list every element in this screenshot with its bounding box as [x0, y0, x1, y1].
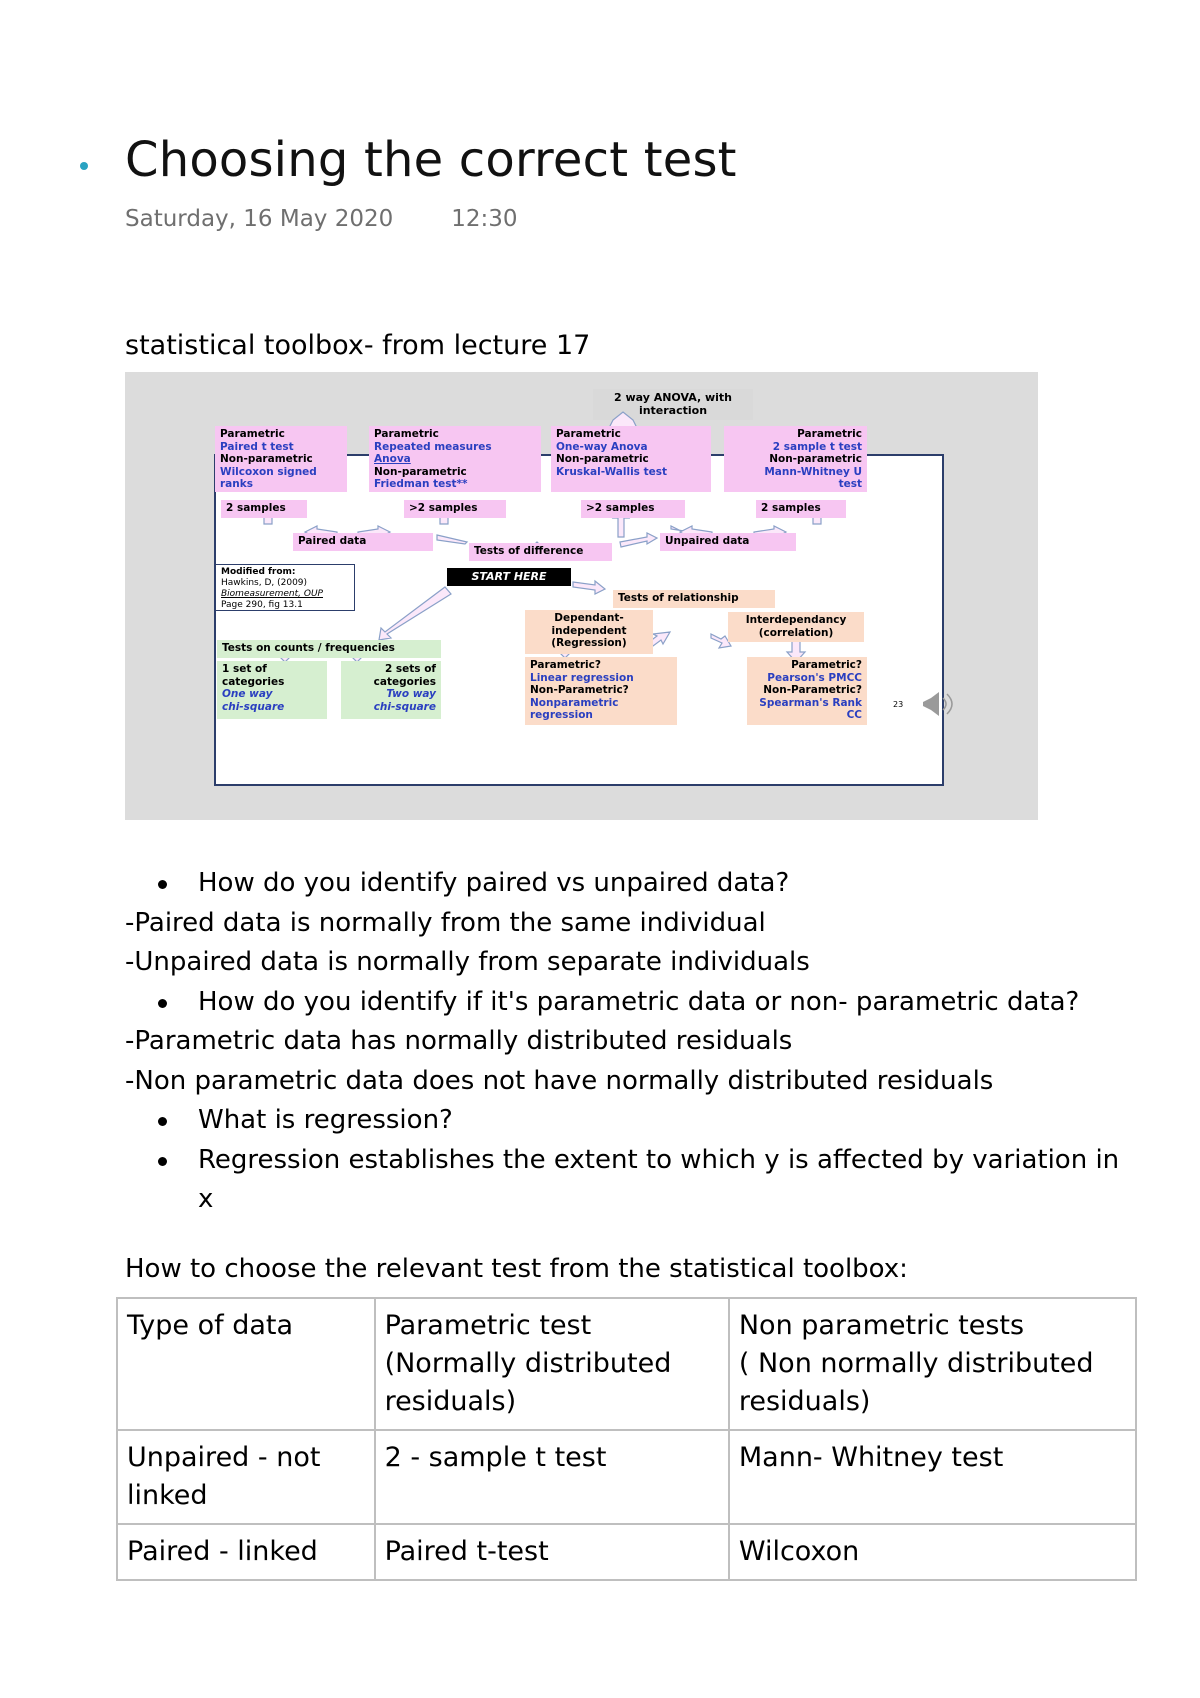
- slide-set1-line4: chi-square: [222, 700, 285, 713]
- page-time: 12:30: [451, 206, 518, 232]
- table-cell-type: Unpaired - not linked: [117, 1430, 375, 1524]
- slide-reg-line1: Parametric?: [530, 659, 601, 671]
- slide-box4-line3: Non-parametric: [769, 453, 862, 465]
- slide-set2-line3: Two way: [386, 688, 436, 700]
- page-title: Choosing the correct test: [125, 132, 737, 188]
- slide-dependant-line3: (Regression): [551, 637, 627, 649]
- slide-corr-line1: Parametric?: [791, 659, 862, 671]
- slide-citation-line2: Hawkins, D, (2009): [221, 578, 308, 588]
- slide-corr-line2: Pearson's PMCC: [767, 671, 862, 684]
- slide-reg-line3: Non-Parametric?: [530, 684, 629, 696]
- note-answer-parametric: -Parametric data has normally distributed residuals: [125, 1026, 793, 1056]
- slide-box2-line3: Anova: [374, 453, 411, 465]
- slide-set2-line1: 2 sets of: [384, 663, 436, 675]
- slide-reg-line5: regression: [530, 709, 593, 721]
- table-header-row: [117, 1298, 1136, 1430]
- slide-citation-line1: Modified from:: [221, 567, 296, 577]
- slide-paired-data-label: Paired data: [293, 533, 433, 551]
- table-header-type: Type of data: [117, 1298, 375, 1430]
- slide-box2-line4: Non-parametric: [374, 465, 467, 478]
- table-row: [117, 1524, 1136, 1580]
- slide-citation-line4: Page 290, fig 13.1: [221, 600, 303, 610]
- note-answer-nonparametric: -Non parametric data does not have normally distributed residuals: [125, 1065, 994, 1096]
- table-cell-nonparametric: Mann- Whitney test: [729, 1430, 1136, 1524]
- slide-box2-line2: Repeated measures: [374, 440, 492, 453]
- slide-number: 23: [893, 700, 904, 709]
- notes-section: [125, 864, 1125, 1220]
- slide-interdep-line2: (correlation): [758, 626, 834, 639]
- slide-box3-line3: Non-parametric: [556, 453, 649, 465]
- test-choice-table: [116, 1297, 1137, 1581]
- slide-samples-label-1: 2 samples: [221, 500, 307, 518]
- table-intro: How to choose the relevant test from the statistical toolbox:: [125, 1254, 908, 1284]
- slide-unpaired-data-label: Unpaired data: [660, 533, 796, 551]
- slide-tests-on-counts-label: Tests on counts / frequencies: [217, 640, 441, 658]
- note-question-paired: How do you identify paired vs unpaired data?: [125, 864, 1125, 904]
- slide-interdependancy-box: [728, 612, 864, 642]
- slide-box4-line2: 2 sample t test: [772, 440, 862, 453]
- slide-set1-line3: One way: [222, 688, 273, 700]
- table-cell-nonparametric: Wilcoxon: [729, 1524, 1136, 1580]
- slide-box2-line1: Parametric: [374, 428, 439, 440]
- slide-samples-label-2: >2 samples: [404, 500, 506, 518]
- slide-box3-line1: Parametric: [556, 428, 621, 440]
- slide-box2-line5: Friedman test**: [374, 478, 468, 490]
- slide-box4-line4: Mann-Whitney U: [764, 465, 862, 478]
- slide-box1-line1: Parametric: [220, 428, 285, 440]
- slide-unpaired-two-samples-box: [724, 426, 867, 492]
- slide-dependant-box: [525, 610, 653, 654]
- slide-paired-two-samples-box: [215, 426, 347, 492]
- slide-box3-line4: Kruskal-Wallis test: [556, 465, 667, 478]
- slide-tests-of-difference-label: Tests of difference: [469, 543, 612, 561]
- slide-interdep-line1: Interdependancy: [745, 614, 847, 626]
- page-date: Saturday, 16 May 2020: [125, 206, 394, 232]
- intro-text: statistical toolbox- from lecture 17: [125, 330, 591, 361]
- slide-reg-line2: Linear regression: [530, 671, 634, 684]
- slide-start-here-label: START HERE: [447, 568, 571, 586]
- slide-set2-line4: chi-square: [373, 700, 436, 713]
- slide-paired-multi-samples-box: [369, 426, 541, 492]
- slide-box1-line5: ranks: [220, 478, 253, 490]
- slide-box4-line1: Parametric: [797, 428, 862, 440]
- slide-regression-box: [525, 657, 677, 725]
- table-cell-parametric: 2 - sample t test: [375, 1430, 729, 1524]
- slide-citation-box: [215, 564, 355, 611]
- note-question-parametric: How do you identify if it's parametric data or non- parametric data?: [125, 983, 1125, 1023]
- slide-dependant-line1: Dependant-: [554, 612, 624, 624]
- slide-one-set-box: [217, 661, 327, 719]
- slide-set1-line2: categories: [222, 675, 285, 688]
- table-cell-parametric: Paired t-test: [375, 1524, 729, 1580]
- note-answer-paired: -Paired data is normally from the same individual: [125, 907, 766, 938]
- slide-tests-of-relationship-label: Tests of relationship: [613, 590, 775, 608]
- slide-box1-line4: Wilcoxon signed: [220, 465, 317, 478]
- slide-set2-line2: categories: [373, 675, 436, 688]
- slide-citation-line3: Biomeasurement, OUP: [221, 589, 323, 599]
- toolbox-slide-image: [125, 372, 1038, 820]
- slide-correlation-box: [747, 657, 867, 725]
- slide-corr-line3: Non-Parametric?: [763, 684, 862, 696]
- slide-box1-line2: Paired t test: [220, 440, 294, 453]
- slide-box1-line3: Non-parametric: [220, 453, 313, 465]
- slide-two-sets-box: [341, 661, 441, 719]
- note-answer-regression: Regression establishes the extent to which y is affected by variation in x: [125, 1141, 1125, 1220]
- slide-box4-line5: test: [838, 478, 862, 490]
- table-header-parametric: Parametric test (Normally distributed residuals): [375, 1298, 729, 1430]
- note-answer-unpaired: -Unpaired data is normally from separate individuals: [125, 947, 810, 977]
- slide-box3-line2: One-way Anova: [556, 440, 648, 453]
- table-header-nonparametric: Non parametric tests ( Non normally distributed residuals): [729, 1298, 1136, 1430]
- slide-set1-line1: 1 set of: [222, 663, 267, 675]
- slide-reg-line4: Nonparametric: [530, 696, 619, 709]
- table-row: [117, 1430, 1136, 1524]
- slide-samples-label-3: >2 samples: [581, 500, 685, 518]
- slide-corr-line4: Spearman's Rank CC: [759, 696, 862, 721]
- slide-unpaired-multi-samples-box: [551, 426, 711, 492]
- table-cell-type: Paired - linked: [117, 1524, 375, 1580]
- slide-two-way-anova-box: 2 way ANOVA, with interaction: [593, 389, 753, 420]
- title-bullet-icon: [80, 162, 88, 170]
- page-dateline: [125, 206, 518, 232]
- slide-dependant-line2: independent: [551, 624, 627, 637]
- slide-samples-label-4: 2 samples: [756, 500, 846, 518]
- note-question-regression: What is regression?: [125, 1101, 1125, 1141]
